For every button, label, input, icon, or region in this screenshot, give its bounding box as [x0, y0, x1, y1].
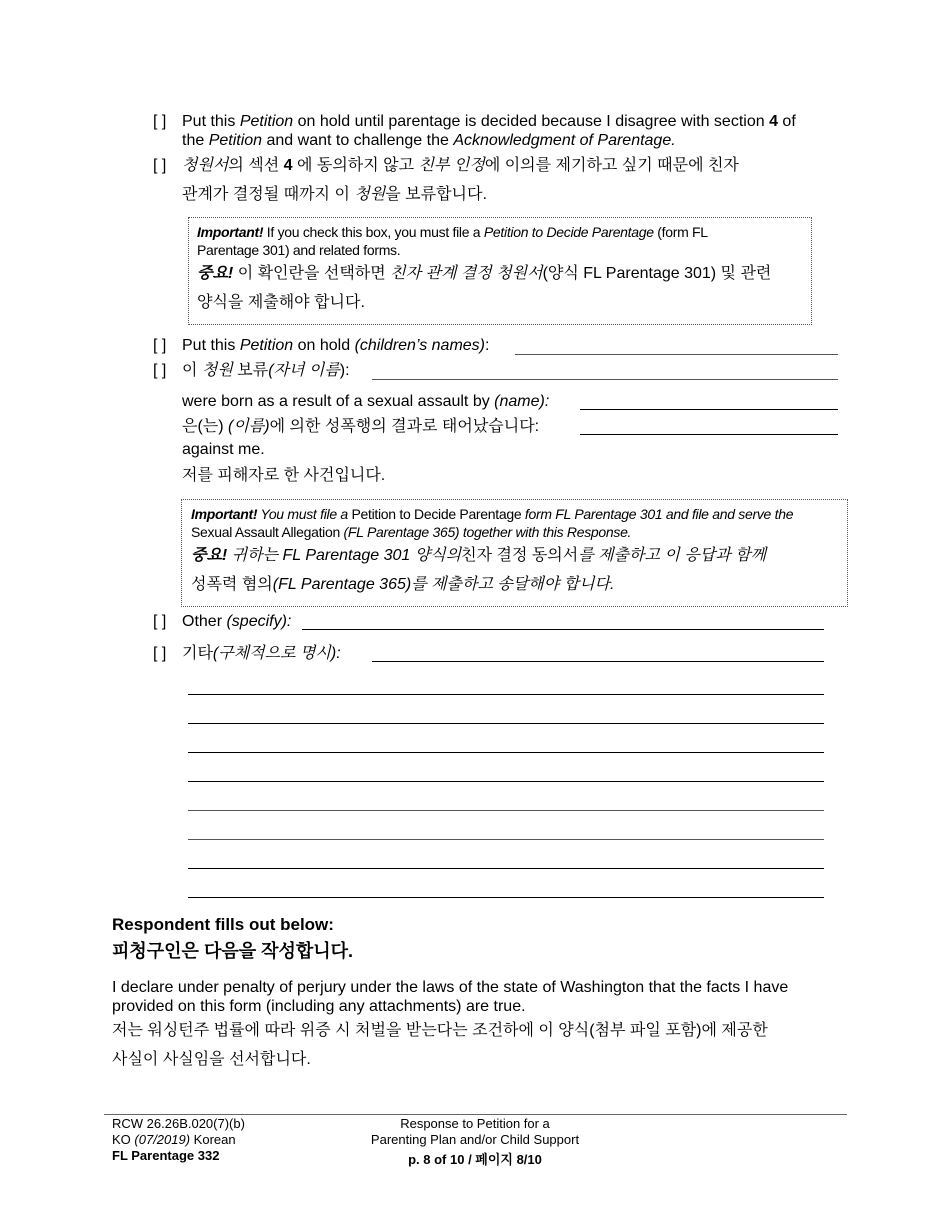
- other-extra-line[interactable]: [188, 781, 824, 782]
- other-specify-field[interactable]: [302, 629, 824, 630]
- declaration-ko-1: 저는 워싱턴주 법률에 따라 위증 시 처벌을 받는다는 조건하에 이 양식(첨부 파일 포함)에 제공한: [112, 1022, 768, 1039]
- other-extra-line[interactable]: [188, 897, 824, 898]
- declaration-ko-2: 사실이 사실임을 선서합니다.: [112, 1051, 311, 1068]
- note-2-ko-2: 성폭력 혐의(FL Parentage 365)를 제출하고 송달해야 합니다.: [191, 576, 615, 593]
- important-note-box-2: [181, 499, 848, 607]
- checkbox-other[interactable]: [ ]: [153, 613, 167, 630]
- born-assault-text-en: were born as a result of a sexual assault by (name):: [182, 393, 550, 410]
- option-hold-section4-text-ko: 청원서의 섹션 4 에 동의하지 않고 친부 인정에 이의를 제기하고 싶기 때문에 친자: [182, 157, 739, 174]
- children-names-field[interactable]: [515, 354, 838, 355]
- option-hold-section4-text-en-2: the Petition and want to challenge the Acknowledgment of Parentage.: [182, 132, 676, 149]
- option-hold-section4-text-en: Put this Petition on hold until parentage is decided because I disagree with section 4 of: [182, 113, 796, 130]
- note-1-en: Important! If you check this box, you must file a Petition to Decide Parentage (form FL: [197, 224, 708, 240]
- footer-form-number: FL Parentage 332: [112, 1148, 220, 1163]
- footer-divider: [104, 1114, 847, 1115]
- note-2-en-2: Sexual Assault Allegation (FL Parentage 365) together with this Response.: [191, 524, 632, 540]
- other-extra-line[interactable]: [188, 810, 824, 811]
- other-specify-field-ko[interactable]: [372, 661, 824, 662]
- footer-version: KO (07/2019) Korean: [112, 1132, 236, 1147]
- other-extra-line[interactable]: [188, 868, 824, 869]
- born-assault-text-ko: 은(는) (이름)에 의한 성폭행의 결과로 태어났습니다:: [182, 418, 540, 435]
- footer-page-number: p. 8 of 10 / 페이지 8/10: [408, 1152, 542, 1167]
- note-2-ko: 중요! 귀하는 FL Parentage 301 양식의친자 결정 동의서를 제출하고 이 응답과 함께: [191, 547, 767, 564]
- respondent-heading-en: Respondent fills out below:: [112, 915, 334, 934]
- note-1-en-2: Parentage 301) and related forms.: [197, 242, 401, 258]
- note-2-en: Important! You must file a Petition to Decide Parentage form FL Parentage 301 and file and serve the: [191, 506, 794, 522]
- checkbox-hold-section4-ko[interactable]: [ ]: [153, 157, 167, 174]
- against-me-ko: 저를 피해자로 한 사건입니다.: [182, 467, 386, 484]
- other-extra-line[interactable]: [188, 752, 824, 753]
- footer-title-2: Parenting Plan and/or Child Support: [370, 1132, 580, 1147]
- important-note-box-1: [188, 217, 812, 325]
- other-text-en: Other (specify):: [182, 613, 292, 630]
- respondent-heading-ko: 피청구인은 다음을 작성합니다.: [112, 941, 354, 961]
- footer-rcw: RCW 26.26B.020(7)(b): [112, 1116, 245, 1131]
- checkbox-hold-children-ko[interactable]: [ ]: [153, 362, 167, 379]
- note-1-ko: 중요! 이 확인란을 선택하면 친자 관계 결정 청원서(양식 FL Parentage 301) 및 관련: [197, 265, 772, 282]
- against-me-en: against me.: [182, 441, 265, 458]
- option-hold-children-text-ko: 이 청원 보류(자녀 이름):: [182, 362, 350, 379]
- footer-title-1: Response to Petition for a: [400, 1116, 550, 1131]
- assailant-name-field-ko[interactable]: [580, 434, 838, 435]
- assailant-name-field[interactable]: [580, 409, 838, 410]
- option-hold-children-text-en: Put this Petition on hold (children’s names):: [182, 337, 490, 354]
- note-1-ko-2: 양식을 제출해야 합니다.: [197, 294, 365, 311]
- checkbox-hold-section4[interactable]: [ ]: [153, 113, 167, 130]
- children-names-field-ko[interactable]: [372, 379, 838, 380]
- other-extra-line[interactable]: [188, 839, 824, 840]
- other-extra-line[interactable]: [188, 723, 824, 724]
- other-extra-line[interactable]: [188, 694, 824, 695]
- declaration-en-1: I declare under penalty of perjury under the laws of the state of Washington that the facts I have: [112, 979, 789, 996]
- other-text-ko: 기타(구체적으로 명시):: [182, 645, 341, 662]
- declaration-en-2: provided on this form (including any attachments) are true.: [112, 998, 526, 1015]
- option-hold-section4-text-ko-2: 관계가 결정될 때까지 이 청원을 보류합니다.: [182, 186, 487, 203]
- checkbox-other-ko[interactable]: [ ]: [153, 645, 167, 662]
- checkbox-hold-children[interactable]: [ ]: [153, 337, 167, 354]
